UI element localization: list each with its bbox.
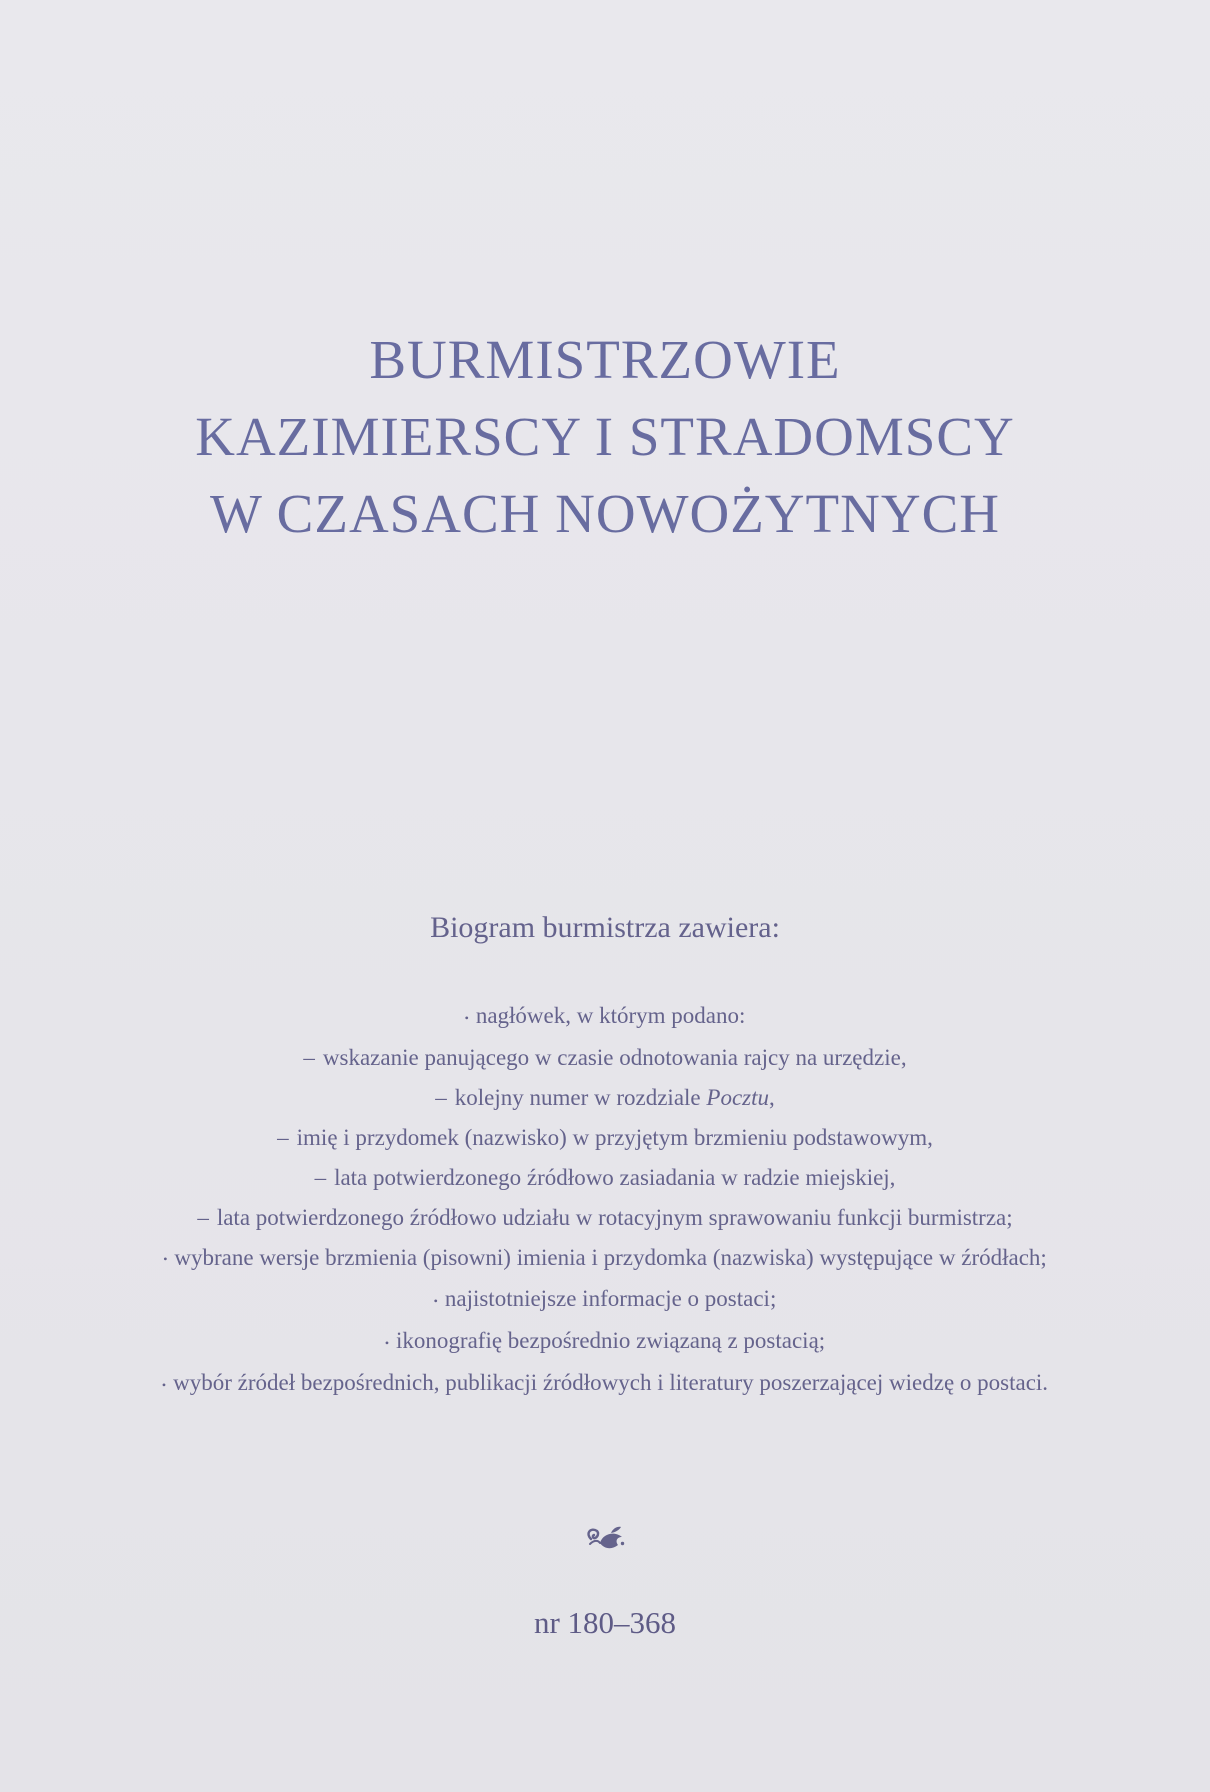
list-item-text: wybór źródeł bezpośrednich, publikacji źródłowych i literatury poszerzającej wiedzę o postaci. xyxy=(173,1369,1049,1395)
list-item-text: kolejny numer w rozdziale xyxy=(454,1084,707,1110)
bullet-mark: • xyxy=(163,1252,168,1267)
bullet-mark: • xyxy=(384,1335,390,1350)
biogram-description xyxy=(0,908,1210,1405)
book-title xyxy=(0,321,1210,552)
list-item xyxy=(0,1198,1210,1238)
list-item xyxy=(0,996,1210,1038)
list-item xyxy=(0,1321,1210,1363)
dash-mark: – xyxy=(314,1164,327,1190)
list-item xyxy=(0,1238,1210,1280)
dash-mark: – xyxy=(435,1084,447,1110)
dash-mark: – xyxy=(197,1204,209,1230)
list-item-punctuation: , xyxy=(769,1084,775,1110)
list-item xyxy=(0,1279,1210,1321)
dash-mark: – xyxy=(277,1124,289,1150)
list-item-text: wybrane wersje brzmienia (pisowni) imienia i przydomka (nazwiska) występujące w źródłach; xyxy=(174,1244,1047,1270)
list-item-text: nagłówek, w którym podano: xyxy=(475,1003,746,1028)
list-item xyxy=(0,1118,1210,1158)
bullet-mark: • xyxy=(464,1010,469,1025)
bullet-mark: • xyxy=(433,1294,438,1309)
list-item xyxy=(0,1078,1210,1118)
dash-mark: – xyxy=(303,1044,315,1070)
list-item-text: imię i przydomek (nazwisko) w przyjętym brzmieniu podstawowym, xyxy=(296,1124,933,1150)
fleuron-icon xyxy=(584,1523,626,1551)
list-item xyxy=(0,1038,1210,1078)
list-item-text: ikonografię bezpośrednio związaną z postacią; xyxy=(396,1328,826,1354)
title-line-2: KAZIMIERSCY I STRADOMSCY xyxy=(195,406,1015,468)
list-item-text: najistotniejsze informacje o postaci; xyxy=(444,1286,777,1312)
biogram-heading: Biogram burmistrza zawiera: xyxy=(430,911,780,944)
entry-range: nr 180–368 xyxy=(533,1605,677,1640)
title-line-3: W CZASACH NOWOŻYTNYCH xyxy=(210,483,1000,545)
list-item-text: lata potwierdzonego źródłowo zasiadania w radzie miejskiej, xyxy=(334,1164,896,1190)
list-item-text: wskazanie panującego w czasie odnotowania rajcy na urzędzie, xyxy=(322,1044,907,1070)
show-through-text xyxy=(430,648,990,758)
title-line-1: BURMISTRZOWIE xyxy=(369,329,841,391)
italic-term: Pocztu xyxy=(706,1084,769,1110)
list-item xyxy=(0,1363,1210,1405)
list-item-text: lata potwierdzonego źródłowo udziału w rotacyjnym sprawowaniu funkcji burmistrza; xyxy=(216,1204,1013,1230)
bullet-mark: • xyxy=(161,1377,167,1392)
biogram-items xyxy=(0,996,1210,1405)
list-item xyxy=(0,1158,1210,1198)
